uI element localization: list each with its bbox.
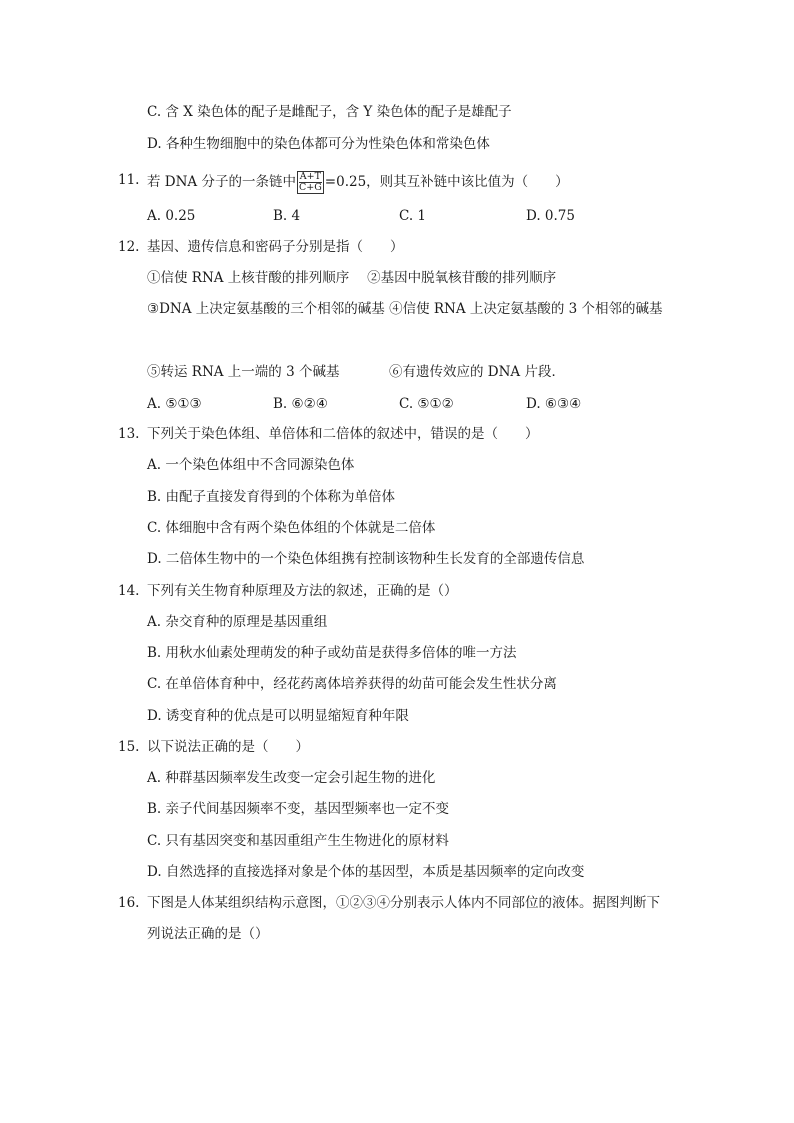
q15-option-a: A. 种群基因频率发生改变一定会引起生物的进化: [147, 770, 436, 786]
q12-option-d: D. ⑥③④: [526, 396, 582, 412]
q11-fraction: [297, 171, 324, 194]
q11-number: 11.: [118, 172, 140, 188]
q14-option-c: C. 在单倍体育种中，经花药离体培养获得的幼苗可能会发生性状分离: [147, 676, 557, 692]
q12-items-line-2: ③DNA 上决定氨基酸的三个相邻的碱基 ④信使 RNA 上决定氨基酸的 3 个相邻的碱基: [147, 301, 663, 317]
q11-option-c: C. 1: [399, 208, 427, 224]
q13-number: 13.: [118, 426, 140, 442]
q12-item-5: ⑤转运 RNA 上一端的 3 个碱基: [147, 364, 340, 380]
q11-option-a: A. 0.25: [147, 208, 196, 224]
q12-item-6: ⑥有遗传效应的 DNA 片段．: [389, 364, 565, 380]
q13-option-b: B. 由配子直接发育得到的个体称为单倍体: [147, 489, 396, 505]
q11-stem: [147, 171, 569, 194]
q14-stem: 下列有关生物育种原理及方法的叙述，正确的是（）: [147, 583, 458, 599]
q11-option-b: B. 4: [273, 208, 301, 224]
q14-number: 14.: [118, 583, 140, 599]
q13-option-d: D. 二倍体生物中的一个染色体组携有控制该物种生长发育的全部遗传信息: [147, 551, 585, 567]
q12-option-a: A. ⑤①③: [147, 396, 202, 412]
q13-option-c: C. 体细胞中含有两个染色体组的个体就是二倍体: [147, 520, 436, 536]
q11-fraction-numerator: A+T: [299, 171, 321, 182]
q15-option-d: D. 自然选择的直接选择对象是个体的基因型，本质是基因频率的定向改变: [147, 864, 585, 880]
q14-option-b: B. 用秋水仙素处理萌发的种子或幼苗是获得多倍体的唯一方法: [147, 645, 517, 661]
q12-number: 12.: [118, 239, 140, 255]
q13-option-a: A. 一个染色体组中不含同源染色体: [147, 457, 355, 473]
q15-stem: 以下说法正确的是（ ）: [147, 739, 309, 755]
q16-stem-line-1: 下图是人体某组织结构示意图，①②③④分别表示人体内不同部位的液体。据图判断下: [147, 895, 660, 911]
q12-option-b: B. ⑥②④: [273, 396, 328, 412]
q10-option-c: C. 含 X 染色体的配子是雌配子，含 Y 染色体的配子是雄配子: [147, 104, 512, 120]
q16-stem-line-2: 列说法正确的是（）: [147, 926, 269, 942]
q11-stem-after: =0.25，则其互补链中该比值为（ ）: [324, 174, 569, 190]
q10-option-d: D. 各种生物细胞中的染色体都可分为性染色体和常染色体: [147, 136, 490, 152]
q15-option-b: B. 亲子代间基因频率不变，基因型频率也一定不变: [147, 801, 450, 817]
q16-number: 16.: [118, 895, 140, 911]
q11-stem-before: 若 DNA 分子的一条链中: [147, 174, 296, 190]
q12-stem: 基因、遗传信息和密码子分别是指（ ）: [147, 239, 404, 255]
q15-number: 15.: [118, 739, 140, 755]
q14-option-d: D. 诱变育种的优点是可以明显缩短育种年限: [147, 708, 409, 724]
q15-option-c: C. 只有基因突变和基因重组产生生物进化的原材料: [147, 833, 449, 849]
q14-option-a: A. 杂交育种的原理是基因重组: [147, 614, 328, 630]
q12-items-line-1: ①信使 RNA 上核苷酸的排列顺序 ②基因中脱氧核苷酸的排列顺序: [147, 270, 557, 286]
q11-fraction-denominator: C+G: [298, 182, 322, 193]
q11-option-d: D. 0.75: [526, 208, 575, 224]
q12-option-c: C. ⑤①②: [399, 396, 454, 412]
q13-stem: 下列关于染色体组、单倍体和二倍体的叙述中，错误的是（ ）: [147, 426, 539, 442]
